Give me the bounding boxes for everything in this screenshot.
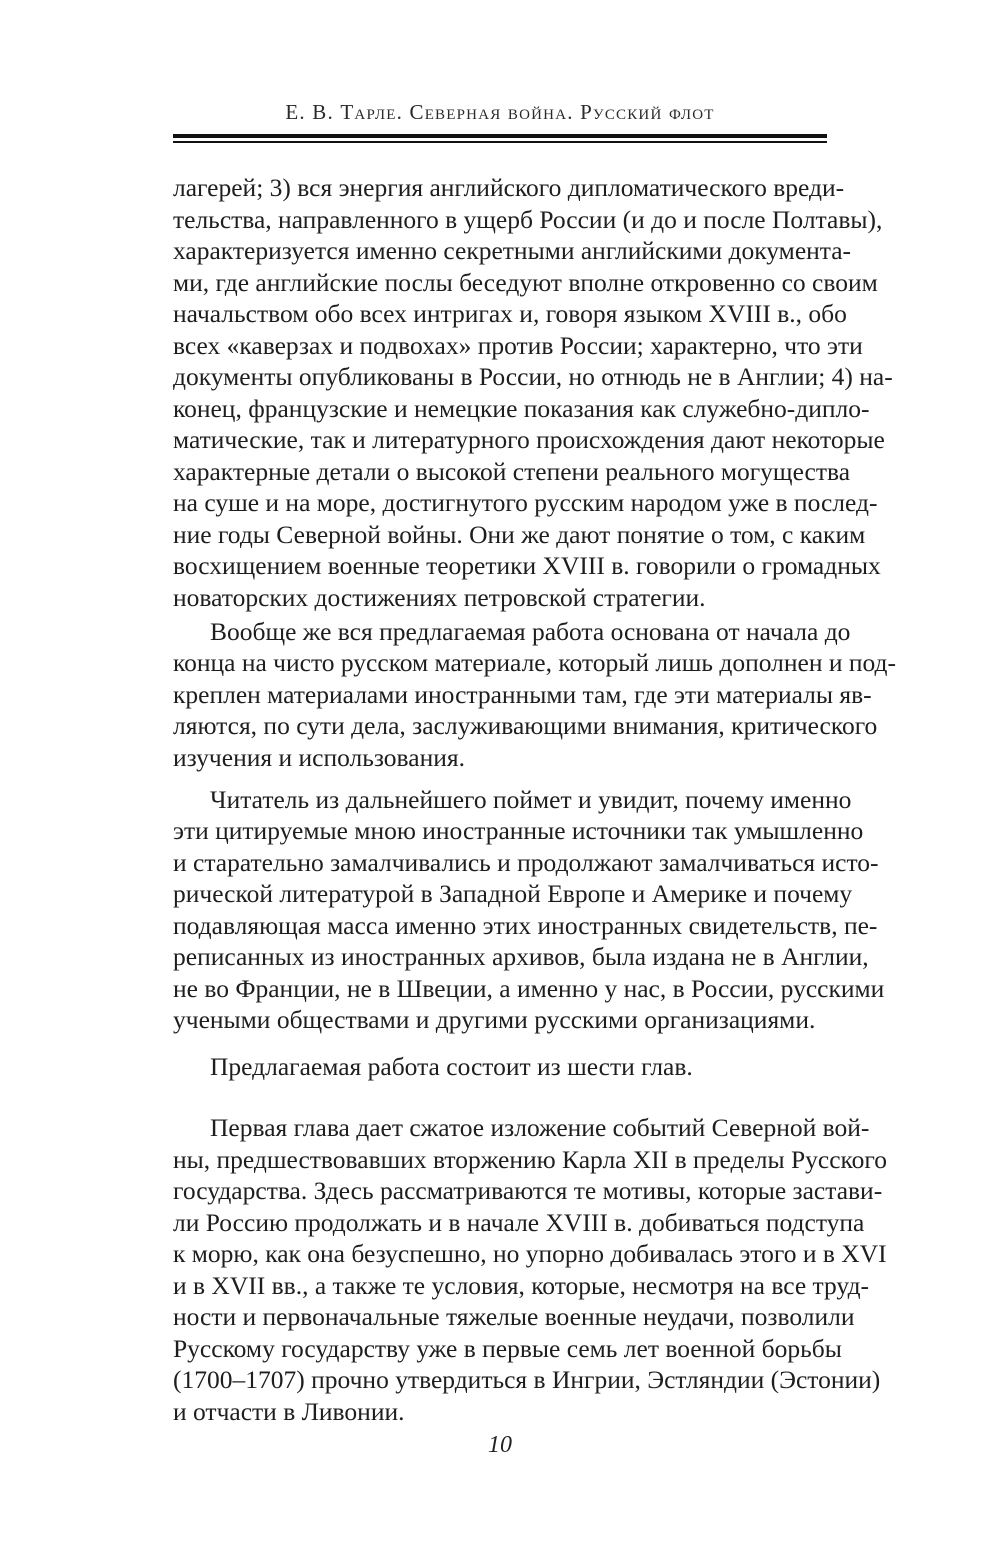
text-line: (1700–1707) прочно утвердиться в Ингрии, Эстляндии (Эстонии) bbox=[173, 1365, 881, 1394]
text-line: не во Франции, не в Швеции, а именно у нас, в России, русскими bbox=[173, 973, 885, 1003]
text-line: начальством обо всех интригах и, говоря языком XVIII в., обо bbox=[173, 299, 847, 328]
text-line: всех «каверзах и подвохах» против России; характерно, что эти bbox=[173, 330, 863, 360]
body-text bbox=[173, 172, 897, 1427]
header-rule-thick bbox=[173, 134, 827, 138]
running-header: Е. В. Тарле. Северная война. Русский флот bbox=[285, 100, 715, 124]
text-line: учеными обществами и другими русскими организациями. bbox=[173, 1005, 816, 1034]
paragraph bbox=[173, 784, 885, 1036]
text-line: рической литературой в Западной Европе и Америке и почему bbox=[173, 879, 853, 908]
text-line: Русскому государству уже в первые семь лет военной борьбы bbox=[173, 1333, 842, 1363]
paragraph bbox=[173, 1112, 887, 1427]
text-line: ности и первоначальные тяжелые военные неудачи, позволили bbox=[173, 1302, 855, 1331]
text-line: новаторских достижениях петровской стратегии. bbox=[173, 582, 706, 612]
text-line: на суше и на море, достигнутого русским народом уже в послед- bbox=[173, 488, 878, 517]
header-rule-thin bbox=[173, 141, 827, 143]
text-line: ние годы Северной войны. Они же дают понятие о том, с каким bbox=[173, 519, 866, 549]
text-line: подавляющая масса именно этих иностранных свидетельств, пе- bbox=[173, 910, 878, 940]
text-line: матические, так и литературного происхождения дают некоторые bbox=[173, 425, 885, 454]
text-line: креплен материалами иностранными там, где эти материалы яв- bbox=[173, 679, 872, 709]
text-line: восхищением военные теоретики XVIII в. говорили о громадных bbox=[173, 551, 881, 580]
text-line: Вообще же вся предлагаемая работа основана от начала до bbox=[210, 616, 851, 646]
text-line: конец, французские и немецкие показания как служебно-дипло- bbox=[173, 393, 870, 423]
text-line: и отчасти в Ливонии. bbox=[173, 1396, 405, 1426]
text-line: реписанных из иностранных архивов, была издана не в Англии, bbox=[173, 942, 869, 971]
text-line: характеризуется именно секретными английскими документа- bbox=[173, 236, 852, 265]
text-line: и в XVII вв., а также те условия, которые, несмотря на все труд- bbox=[173, 1270, 870, 1300]
page-number: 10 bbox=[488, 1432, 512, 1458]
text-line: конца на чисто русском материале, который лишь дополнен и под- bbox=[173, 648, 897, 677]
text-line: лагерей; 3) вся энергия английского дипломатического вреди- bbox=[173, 173, 845, 202]
text-line: изучения и использования. bbox=[173, 742, 465, 772]
text-line: к морю, как она безуспешно, но упорно добивалась этого и в XVI bbox=[173, 1239, 887, 1268]
text-line: государства. Здесь рассматриваются те мотивы, которые застави- bbox=[173, 1176, 883, 1205]
paragraph bbox=[173, 172, 893, 613]
text-line: Читатель из дальнейшего поймет и увидит, почему именно bbox=[210, 784, 852, 814]
paragraph bbox=[173, 1051, 827, 1083]
text-line: характерные детали о высокой степени реального могущества bbox=[173, 456, 851, 486]
text-line: ляются, по сути дела, заслуживающими внимания, критического bbox=[173, 711, 878, 740]
text-line: эти цитируемые мною иностранные источники так умышленно bbox=[173, 816, 864, 845]
text-line: ны, предшествовавших вторжению Карла XII в пределы Русского bbox=[173, 1144, 887, 1174]
text-line: тельства, направленного в ущерб России (и до и после Полтавы), bbox=[173, 204, 883, 234]
text-line: ми, где английские послы беседуют вполне откровенно со своим bbox=[173, 267, 878, 297]
text-line: ли Россию продолжать и в начале XVIII в. добиваться подступа bbox=[173, 1207, 865, 1237]
paragraph bbox=[173, 616, 897, 774]
text-line: Первая глава дает сжатое изложение событий Северной вой- bbox=[210, 1113, 870, 1142]
text-line: Предлагаемая работа состоит из шести глав. bbox=[210, 1051, 693, 1081]
text-line: и старательно замалчивались и продолжают замалчиваться исто- bbox=[173, 847, 879, 877]
text-line: документы опубликованы в России, но отнюдь не в Англии; 4) на- bbox=[173, 362, 893, 391]
